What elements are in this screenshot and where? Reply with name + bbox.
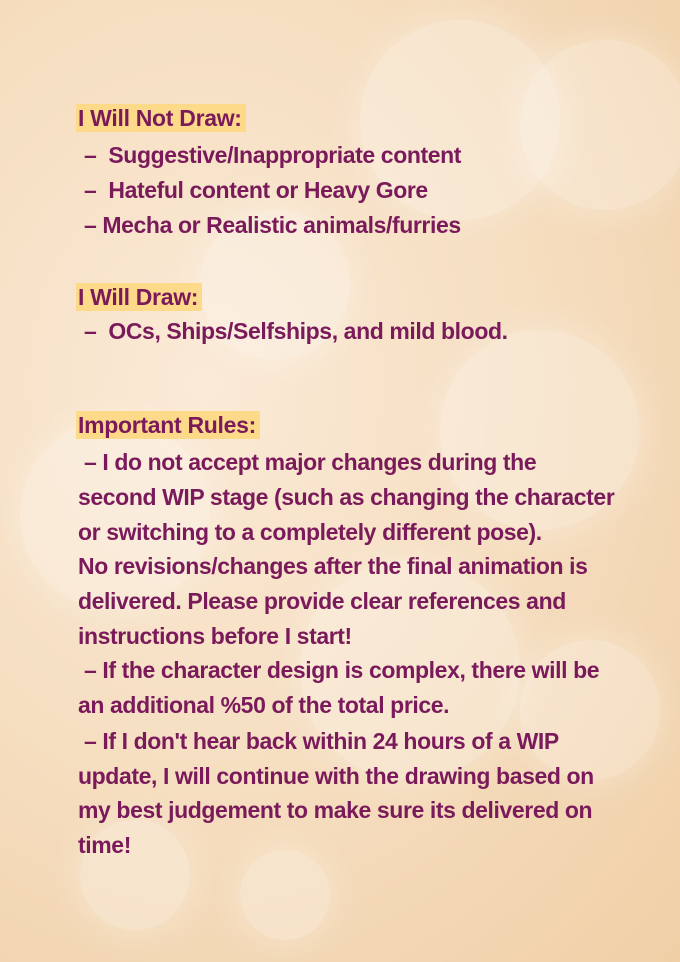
will-draw-heading: I Will Draw: bbox=[76, 283, 202, 311]
rules-line: my best judgement to make sure its delivered on bbox=[78, 797, 593, 823]
rules-line: or switching to a completely different pose). bbox=[78, 519, 542, 545]
rules-line: time! bbox=[78, 832, 131, 858]
rules-line: – If the character design is complex, there will be bbox=[78, 657, 600, 683]
rules-line: an additional %50 of the total price. bbox=[78, 692, 450, 718]
will-not-draw-item: – Suggestive/Inappropriate content bbox=[78, 142, 462, 168]
important-rules-heading: Important Rules: bbox=[76, 411, 260, 439]
rules-line: delivered. Please provide clear references and bbox=[78, 588, 566, 614]
rules-line: – I do not accept major changes during the bbox=[78, 449, 537, 475]
rules-line: instructions before I start! bbox=[78, 623, 352, 649]
rules-line: – If I don't hear back within 24 hours of a WIP bbox=[78, 728, 559, 754]
will-not-draw-item: – Mecha or Realistic animals/furries bbox=[78, 212, 461, 238]
will-draw-item: – OCs, Ships/Selfships, and mild blood. bbox=[78, 318, 508, 344]
rules-line: update, I will continue with the drawing based on bbox=[78, 763, 594, 789]
will-not-draw-item: – Hateful content or Heavy Gore bbox=[78, 177, 428, 203]
rules-line: No revisions/changes after the final animation is bbox=[78, 553, 588, 579]
rules-line: second WIP stage (such as changing the character bbox=[78, 484, 615, 510]
will-not-draw-heading: I Will Not Draw: bbox=[76, 104, 246, 132]
